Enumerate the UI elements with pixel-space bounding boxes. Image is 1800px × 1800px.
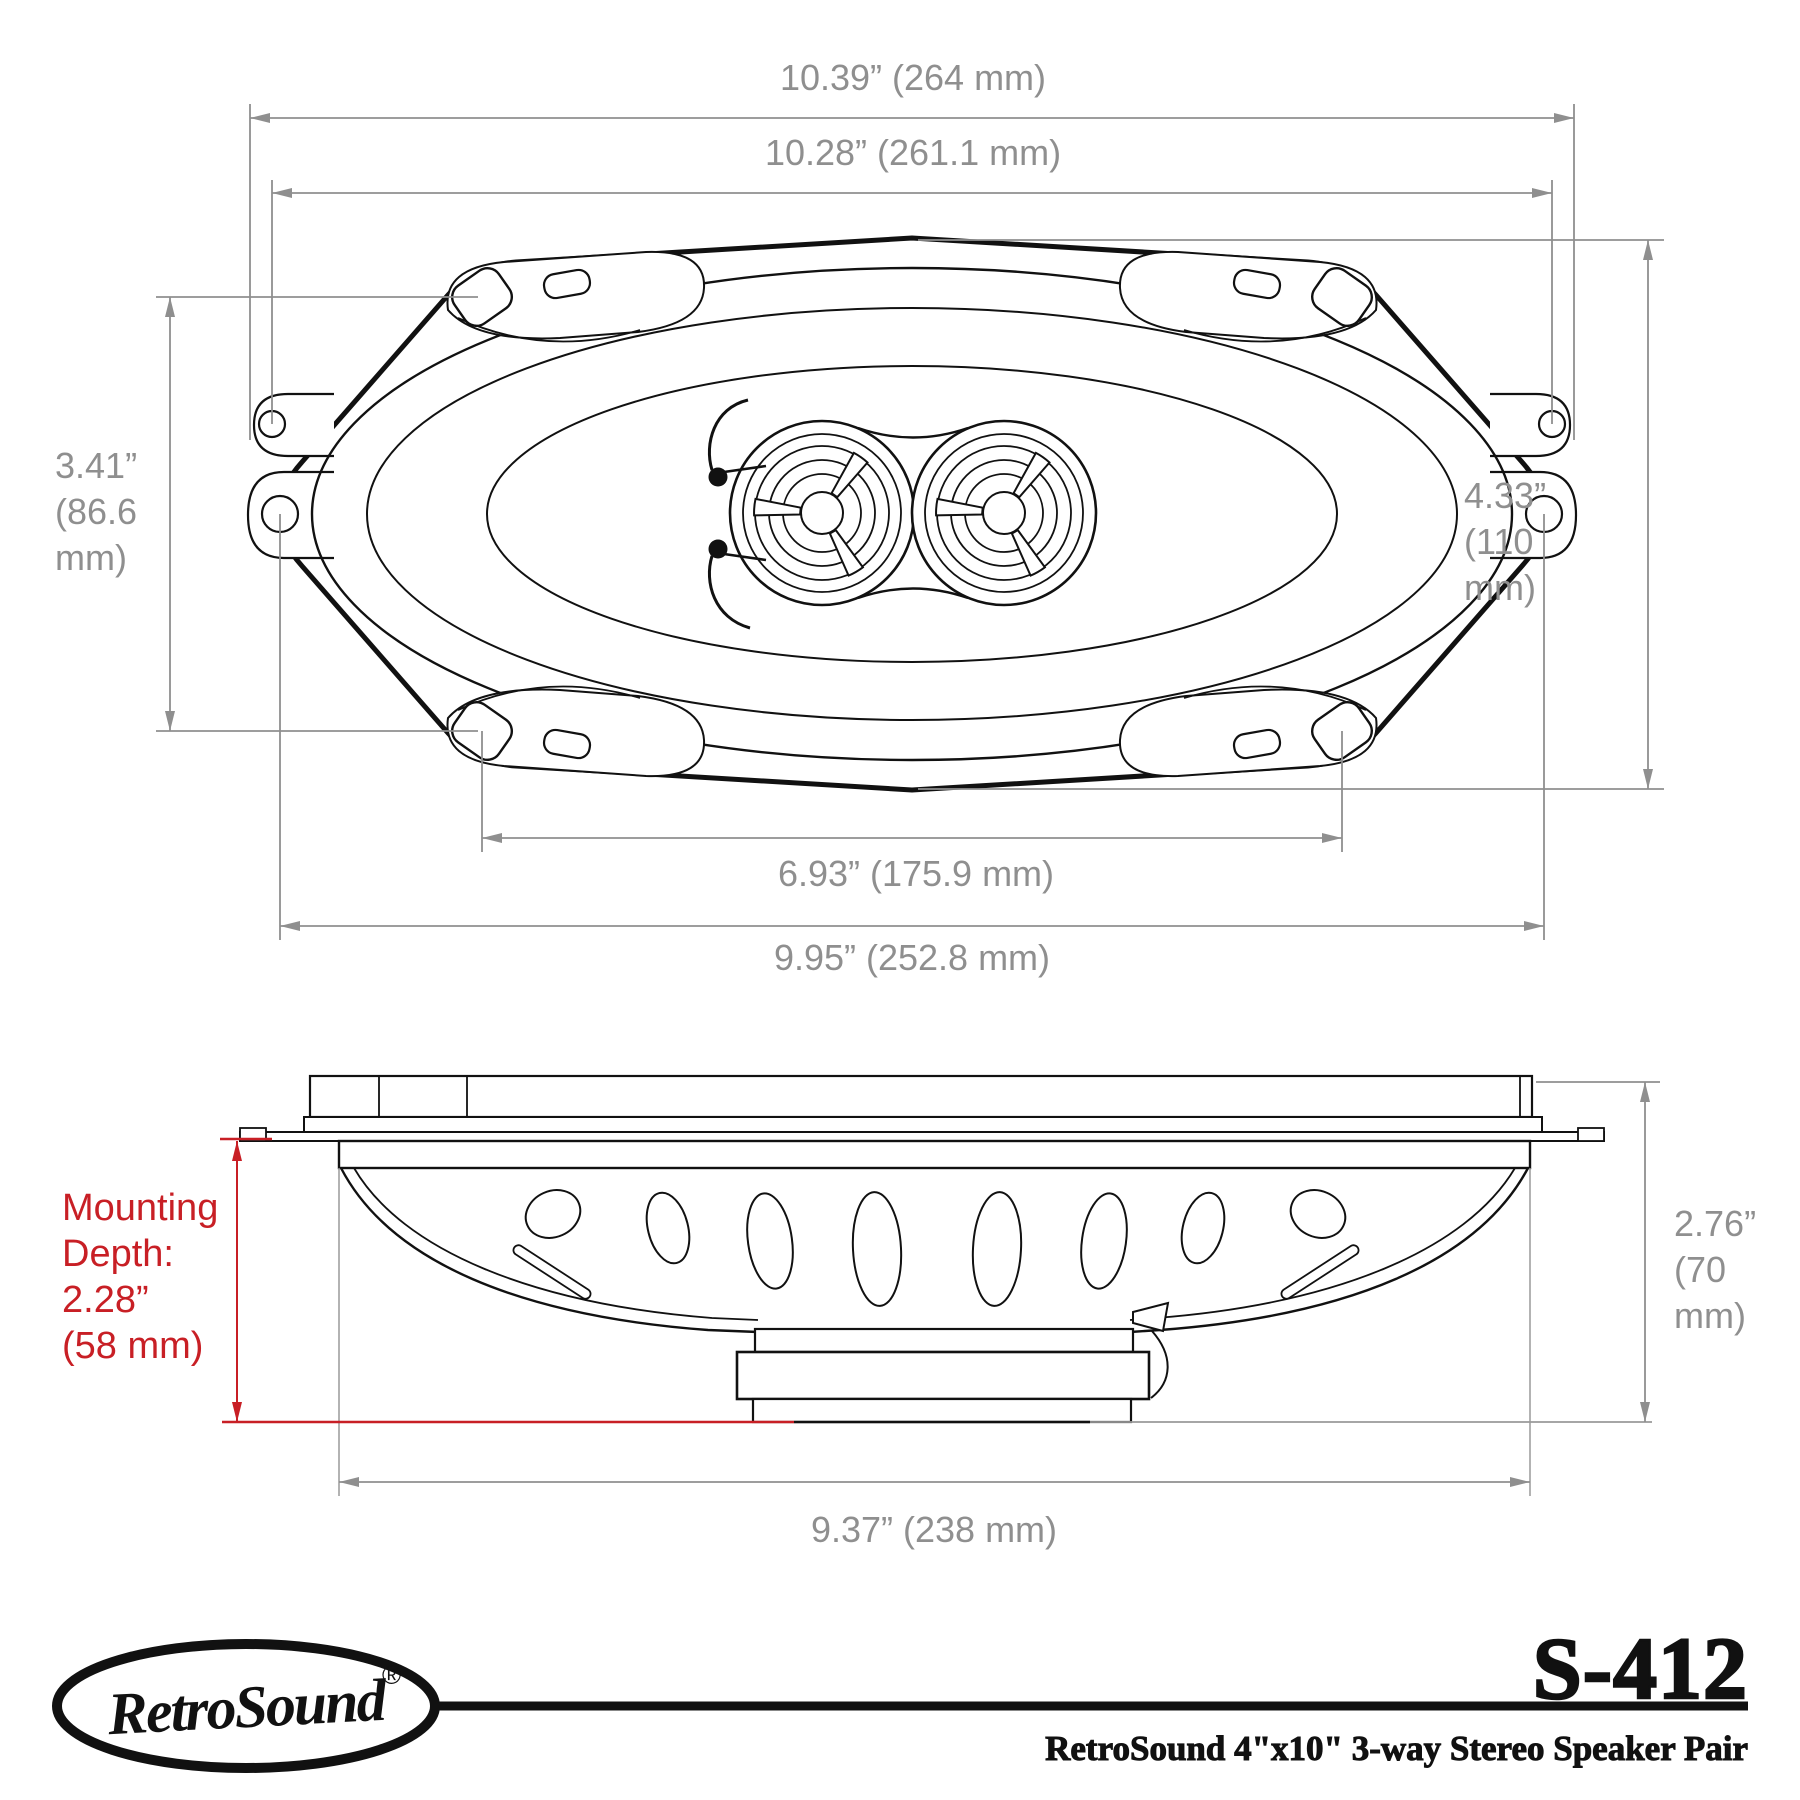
dim-corner-height-label-3: mm) bbox=[55, 537, 127, 578]
dim-overall-height-label-2: (110 bbox=[1464, 521, 1534, 562]
magnet bbox=[737, 1352, 1149, 1399]
mounting-depth-label-4: (58 mm) bbox=[62, 1325, 204, 1367]
basket-width-label: 9.37” (238 mm) bbox=[810, 1509, 1058, 1550]
footer bbox=[57, 1621, 1748, 1768]
registered-trademark-icon: ® bbox=[382, 1660, 402, 1690]
product-tagline: RetroSound 4"x10" 3-way Stereo Speaker Pair bbox=[1045, 1729, 1748, 1768]
mounting-lip bbox=[240, 1132, 1604, 1141]
dim-overall-width-label: 10.39” (264 mm) bbox=[779, 57, 1047, 98]
wall-slot-right bbox=[1280, 1243, 1361, 1300]
adapter-plate bbox=[304, 1117, 1542, 1132]
pole-plate bbox=[753, 1399, 1131, 1422]
grille-housing bbox=[310, 1076, 1532, 1117]
dim-overall-height-label-3: mm) bbox=[1464, 567, 1536, 608]
dim-corner-height-label-2: (86.6 bbox=[55, 491, 138, 532]
retrosound-logo-text: RetroSound bbox=[106, 1666, 386, 1748]
side-height-label-1: 2.76” bbox=[1674, 1203, 1757, 1244]
model-number: S-412 bbox=[1532, 1621, 1748, 1718]
terminal-lug bbox=[1133, 1303, 1168, 1331]
top-view bbox=[248, 238, 1576, 790]
basket-vent-holes bbox=[518, 1182, 1353, 1308]
side-view bbox=[240, 1076, 1604, 1422]
dim-bottom-hole-width-label: 6.93” (175.9 mm) bbox=[777, 853, 1055, 894]
terminal-wire bbox=[1151, 1331, 1168, 1398]
mounting-depth-label-2: Depth: bbox=[62, 1233, 174, 1275]
side-height-label-3: mm) bbox=[1674, 1295, 1746, 1336]
dim-tab-width-label: 9.95” (252.8 mm) bbox=[773, 937, 1051, 978]
dim-corner-height-label-1: 3.41” bbox=[55, 445, 138, 486]
spider-frame bbox=[755, 1329, 1133, 1352]
dim-overall-height-label-1: 4.33” bbox=[1464, 475, 1547, 516]
mounting-depth-label-1: Mounting bbox=[62, 1187, 219, 1229]
mounting-depth-label-3: 2.28” bbox=[62, 1279, 149, 1321]
side-height-label-2: (70 bbox=[1674, 1249, 1727, 1290]
basket-flange bbox=[339, 1141, 1530, 1168]
dim-slot-width-label: 10.28” (261.1 mm) bbox=[764, 132, 1062, 173]
